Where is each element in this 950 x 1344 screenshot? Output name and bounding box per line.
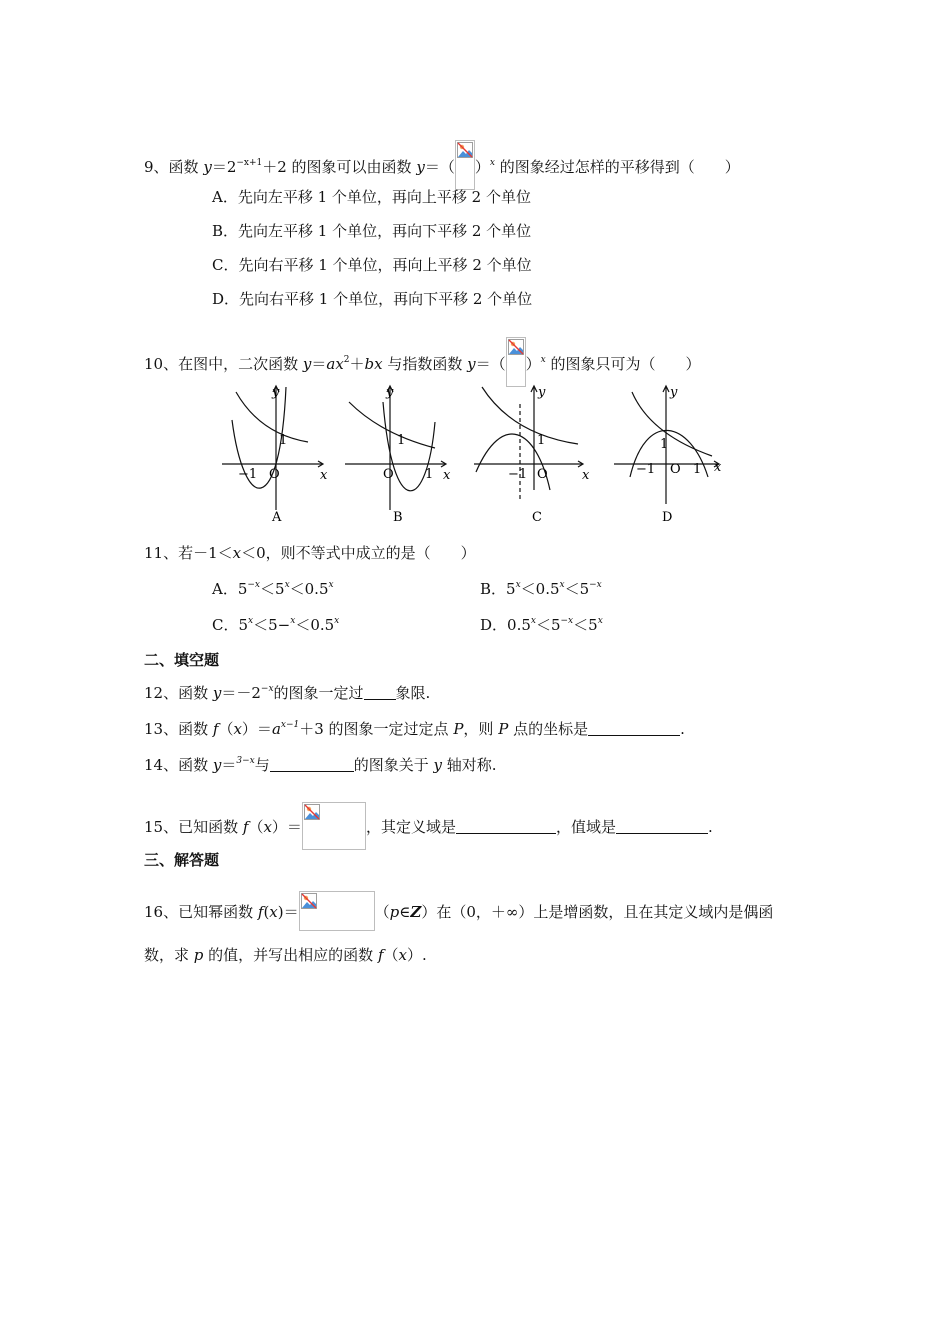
q12-text: 函数 xyxy=(178,684,213,702)
q16-l2-end: ）. xyxy=(406,946,427,964)
q13-text4: ＋3 的图象一定过定点 xyxy=(299,720,454,738)
q14-text: 函数 xyxy=(178,756,213,774)
q13-number: 13、 xyxy=(144,720,179,738)
q13-period: . xyxy=(680,720,685,738)
q14-eq: ＝ xyxy=(221,756,237,774)
q9-var-y2: y xyxy=(416,158,425,176)
q9-fraction-image xyxy=(455,140,475,190)
q11-text: 若－1＜ xyxy=(178,544,233,562)
one-label: 1 xyxy=(397,433,406,448)
q16-var-x2: x xyxy=(398,946,407,964)
opt-text: D．0.5 xyxy=(480,616,531,634)
q15-eq: ）＝ xyxy=(271,818,302,836)
opt-text: ＜0.5 xyxy=(520,580,560,598)
origin-label: O xyxy=(269,467,280,482)
q9-text: 函数 xyxy=(168,158,204,176)
q16-eq: )＝ xyxy=(277,903,299,921)
q11-number: 11、 xyxy=(144,544,179,562)
q11-option-a xyxy=(212,579,334,599)
neg-one-label: −1 xyxy=(636,462,656,477)
q12-text3: 的图象一定过 xyxy=(273,684,364,702)
opt-exp: x xyxy=(530,616,536,626)
q16-l2-text2: 的值，并写出相应的函数 xyxy=(203,946,378,964)
x-one-label: 1 xyxy=(693,462,702,477)
q16-l2-text: 数，求 xyxy=(144,946,194,964)
opt-exp: x xyxy=(597,616,603,626)
q15-text: 已知函数 xyxy=(178,818,243,836)
q14-var-y: y xyxy=(212,756,222,774)
q13-var-p: P xyxy=(453,720,464,738)
one-label: 1 xyxy=(279,433,288,448)
one-label: 1 xyxy=(660,437,669,452)
q15-var-x: x xyxy=(263,818,272,836)
q10-eq2: ＝（ xyxy=(475,355,506,373)
q14-var-y2: y xyxy=(433,756,442,774)
opt-exp: x xyxy=(290,616,296,626)
q15-text4: ，其定义域是 xyxy=(365,818,456,836)
q16-var-f: f xyxy=(257,903,264,921)
q15-number: 15、 xyxy=(144,818,179,836)
q14-answer-blank[interactable] xyxy=(270,757,354,772)
q16-formula-image xyxy=(299,891,375,931)
q13-answer-blank[interactable] xyxy=(588,721,680,736)
opt-exp: x xyxy=(515,580,521,590)
q12-text4: 象限. xyxy=(395,684,431,702)
q14-exp: 3−x xyxy=(236,756,255,766)
q13-paren: （ xyxy=(218,720,234,738)
exponential-curve xyxy=(349,402,435,448)
q10-plus: ＋ xyxy=(349,355,365,373)
neg-one-label: −1 xyxy=(238,467,258,482)
x-axis-label: x xyxy=(714,460,722,475)
q16-paren: ( xyxy=(263,903,270,921)
q16-line1 xyxy=(144,891,773,931)
q12-var-y: y xyxy=(212,684,222,702)
q16-var-f2: f xyxy=(377,946,384,964)
q16-in: ∈ xyxy=(399,903,411,921)
q12 xyxy=(144,683,430,703)
q16-text: 已知幂函数 xyxy=(178,903,258,921)
q15-period: . xyxy=(707,818,713,836)
broken-image-icon xyxy=(457,142,473,158)
q9-option-d: D．先向右平移 1 个单位，再向下平移 2 个单位 xyxy=(212,290,533,308)
opt-text: B．5 xyxy=(480,580,516,598)
q10-text2: 与指数函数 xyxy=(382,355,468,373)
opt-exp: x xyxy=(334,616,340,626)
opt-text: ＜5 xyxy=(535,616,561,634)
opt-text: A．5 xyxy=(212,580,248,598)
opt-exp: −x xyxy=(560,616,574,626)
section-heading-solve: 三、解答题 xyxy=(144,851,220,869)
broken-image-icon xyxy=(301,893,317,909)
q11-stem xyxy=(144,543,476,563)
opt-exp: −x xyxy=(589,580,602,590)
y-axis-label: y xyxy=(386,385,394,400)
q15-paren: （ xyxy=(248,818,264,836)
q12-text2: ＝－2 xyxy=(221,684,261,702)
q15 xyxy=(144,802,713,850)
q16-var-x: x xyxy=(269,903,278,921)
origin-label: O xyxy=(537,467,548,482)
q15-var-f: f xyxy=(242,818,249,836)
q9-eq: ＝2 xyxy=(211,158,237,176)
graph-c-label: C xyxy=(532,510,542,525)
q9-eq2: ＝（ xyxy=(424,158,455,176)
q15-formula-image xyxy=(302,802,366,850)
q9-exponent: −x+1 xyxy=(236,158,263,168)
q16-text5: ）在（0，＋∞）上是增函数，且在其定义域内是偶函 xyxy=(421,903,774,921)
q15-text5: ，值域是 xyxy=(555,818,616,836)
q16-l2-paren: （ xyxy=(383,946,399,964)
q9-option-a: A．先向左平移 1 个单位，再向上平移 2 个单位 xyxy=(212,188,531,206)
graph-d-label: D xyxy=(662,510,673,525)
y-axis-label: y xyxy=(538,385,546,400)
q10-text: 在图中，二次函数 xyxy=(178,355,303,373)
q15-range-blank[interactable] xyxy=(616,819,708,834)
q9-option-b: B．先向左平移 1 个单位，再向下平移 2 个单位 xyxy=(212,222,532,240)
q11-option-d xyxy=(480,615,603,635)
opt-text: ＜5− xyxy=(253,616,291,634)
q9-number: 9、 xyxy=(144,158,169,176)
graph-a-label: A xyxy=(272,510,282,525)
neg-one-label: −1 xyxy=(508,467,528,482)
q10-stem xyxy=(144,337,701,387)
q13-text5: ，则 xyxy=(463,720,499,738)
q10-fraction-image xyxy=(506,337,526,387)
q13-text6: 点的坐标是 xyxy=(508,720,589,738)
q16-var-p: p xyxy=(389,903,400,921)
opt-exp: x xyxy=(284,580,290,590)
q10-graph-b xyxy=(345,382,455,527)
q12-number: 12、 xyxy=(144,684,179,702)
q14-number: 14、 xyxy=(144,756,179,774)
q16-var-p2: p xyxy=(193,946,204,964)
q10-var-y: y xyxy=(302,355,312,373)
q10-exp-x: x xyxy=(540,355,546,365)
q14-text5: 轴对称. xyxy=(442,756,497,774)
q9-text3: 的图象经过怎样的平移得到（ ） xyxy=(494,158,740,176)
q10-text3: 的图象只可为（ ） xyxy=(545,355,701,373)
q10-bx: bx xyxy=(364,355,383,373)
exponential-curve xyxy=(632,392,712,456)
q13-exp: x−1 xyxy=(280,720,300,730)
opt-exp: −x xyxy=(247,580,261,590)
q9-var-y: y xyxy=(203,158,212,176)
q13-var-f: f xyxy=(212,720,219,738)
q16-set-z: Z xyxy=(410,903,422,921)
q10-graph-c xyxy=(474,382,594,527)
x-axis-label: x xyxy=(320,468,328,483)
q12-exp: −x xyxy=(260,684,274,694)
opt-text: C．5 xyxy=(212,616,249,634)
origin-label: O xyxy=(670,462,681,477)
q10-graph-a xyxy=(222,382,332,527)
q9-close: ） xyxy=(474,158,490,176)
q10-square: 2 xyxy=(343,355,350,365)
graph-b-label: B xyxy=(393,510,403,525)
opt-text: ＜0.5 xyxy=(289,580,329,598)
q12-answer-blank[interactable] xyxy=(364,685,396,700)
q10-number: 10、 xyxy=(144,355,179,373)
section-heading-fill-in: 二、填空题 xyxy=(144,651,220,669)
q13-var-p2: P xyxy=(498,720,509,738)
opt-exp: x xyxy=(559,580,565,590)
q16-paren2: （ xyxy=(374,903,390,921)
q10-graph-d xyxy=(610,382,730,527)
q10-eq: ＝ xyxy=(311,355,327,373)
one-label: 1 xyxy=(537,433,546,448)
y-axis-label: y xyxy=(272,385,280,400)
q9-text2: ＋2 的图象可以由函数 xyxy=(262,158,417,176)
opt-text: ＜0.5 xyxy=(295,616,335,634)
y-axis-label: y xyxy=(670,385,678,400)
q14-text3: 与 xyxy=(254,756,270,774)
opt-text: ＜5 xyxy=(573,616,598,634)
opt-exp: x xyxy=(328,580,334,590)
origin-label: O xyxy=(383,467,394,482)
q9-stem xyxy=(144,140,740,190)
q16-number: 16、 xyxy=(144,903,179,921)
q11-var-x: x xyxy=(232,544,242,562)
x-one-label: 1 xyxy=(425,467,434,482)
q11-text2: ＜0，则不等式中成立的是（ ） xyxy=(241,544,476,562)
q10-ax: ax xyxy=(326,355,344,373)
opt-text: ＜5 xyxy=(260,580,285,598)
broken-image-icon xyxy=(508,339,524,355)
x-axis-label: x xyxy=(443,468,451,483)
q14-text4: 的图象关于 xyxy=(353,756,434,774)
q13-eq: ）＝ xyxy=(241,720,272,738)
q15-domain-blank[interactable] xyxy=(456,819,556,834)
x-axis-label: x xyxy=(582,468,590,483)
opt-exp: x xyxy=(248,616,254,626)
q13-var-x: x xyxy=(233,720,242,738)
q16-line2 xyxy=(144,945,427,965)
q9-option-c: C．先向右平移 1 个单位，再向上平移 2 个单位 xyxy=(212,256,532,274)
q13 xyxy=(144,719,685,739)
exponential-curve xyxy=(482,387,578,444)
q10-var-y2: y xyxy=(467,355,476,373)
q11-option-b xyxy=(480,579,602,599)
broken-image-icon xyxy=(304,804,320,820)
q9-exp-x: x xyxy=(489,158,495,168)
q14 xyxy=(144,755,497,775)
opt-text: ＜5 xyxy=(564,580,590,598)
q13-var-a: a xyxy=(271,720,281,738)
q11-option-c xyxy=(212,615,339,635)
q10-close: ） xyxy=(525,355,541,373)
q13-text: 函数 xyxy=(178,720,213,738)
